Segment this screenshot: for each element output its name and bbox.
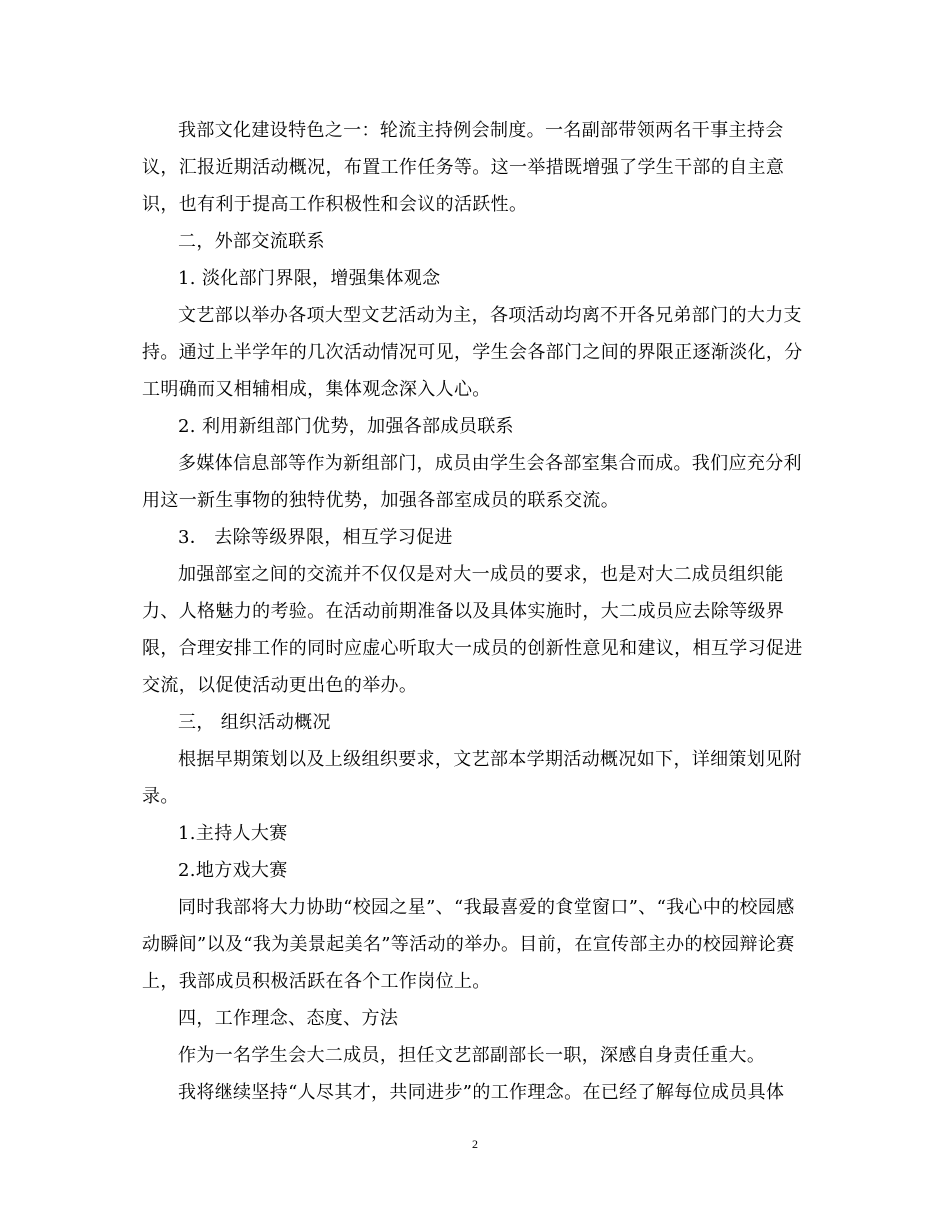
list-item-host-competition: 1.主持人大赛 [178,823,288,844]
paragraph-department-support: 文艺部以举办各项大型文艺活动为主，各项活动均离不开各兄弟部门的大力支持。通过上半学年的几次活动情况可见，学生会各部门之间的界限正逐渐淡化，分工明确而又相辅相成，集体观念深入人心。 [142,305,803,400]
document-body [142,112,810,1111]
heading-activity-overview: 三， 组织活动概况 [178,712,331,733]
subheading-new-department-advantage: 2. 利用新组部门优势，加强各部成员联系 [178,416,514,437]
heading-external-communication: 二，外部交流联系 [178,231,325,252]
paragraph-culture-feature: 我部文化建设特色之一：轮流主持例会制度。一名副部带领两名干事主持会议，汇报近期活动概况，布置工作任务等。这一举措既增强了学生干部的自主意识，也有利于提高工作积极性和会议的活跃性。 [142,120,785,215]
subheading-remove-hierarchy: 3． 去除等级界限，相互学习促进 [178,527,453,548]
page-number: 2 [472,1137,478,1151]
heading-work-philosophy: 四，工作理念、态度、方法 [178,1008,399,1029]
paragraph-communication-requirements: 加强部室之间的交流并不仅仅是对大一成员的要求，也是对大二成员组织能力、人格魅力的考验。在活动前期准备以及具体实施时，大二成员应去除等级界限，合理安排工作的同时应虚心听取大一成员的创新性意见和建议，相互学习促进交流，以促使活动更出色的举办。 [142,564,803,696]
paragraph-assisted-activities: 同时我部将大力协助“校园之星”、“我最喜爱的食堂窗口”、“我心中的校园感动瞬间”以及“我为美景起美名”等活动的举办。目前，在宣传部主办的校园辩论赛上，我部成员积极活跃在各个工作岗位上。 [142,897,795,992]
paragraph-work-philosophy: 我将继续坚持“人尽其才，共同进步”的工作理念。在已经了解每位成员具体 [178,1082,785,1103]
paragraph-activity-plan: 根据早期策划以及上级组织要求，文艺部本学期活动概况如下，详细策划见附录。 [142,749,802,807]
list-item-local-opera-competition: 2.地方戏大赛 [178,860,288,881]
paragraph-responsibility: 作为一名学生会大二成员，担任文艺部副部长一职，深感自身责任重大。 [178,1045,766,1066]
subheading-department-boundaries: 1. 淡化部门界限，增强集体观念 [178,268,441,289]
paragraph-multimedia-department: 多媒体信息部等作为新组部门，成员由学生会各部室集合而成。我们应充分利用这一新生事物的独特优势，加强各部室成员的联系交流。 [142,453,802,511]
